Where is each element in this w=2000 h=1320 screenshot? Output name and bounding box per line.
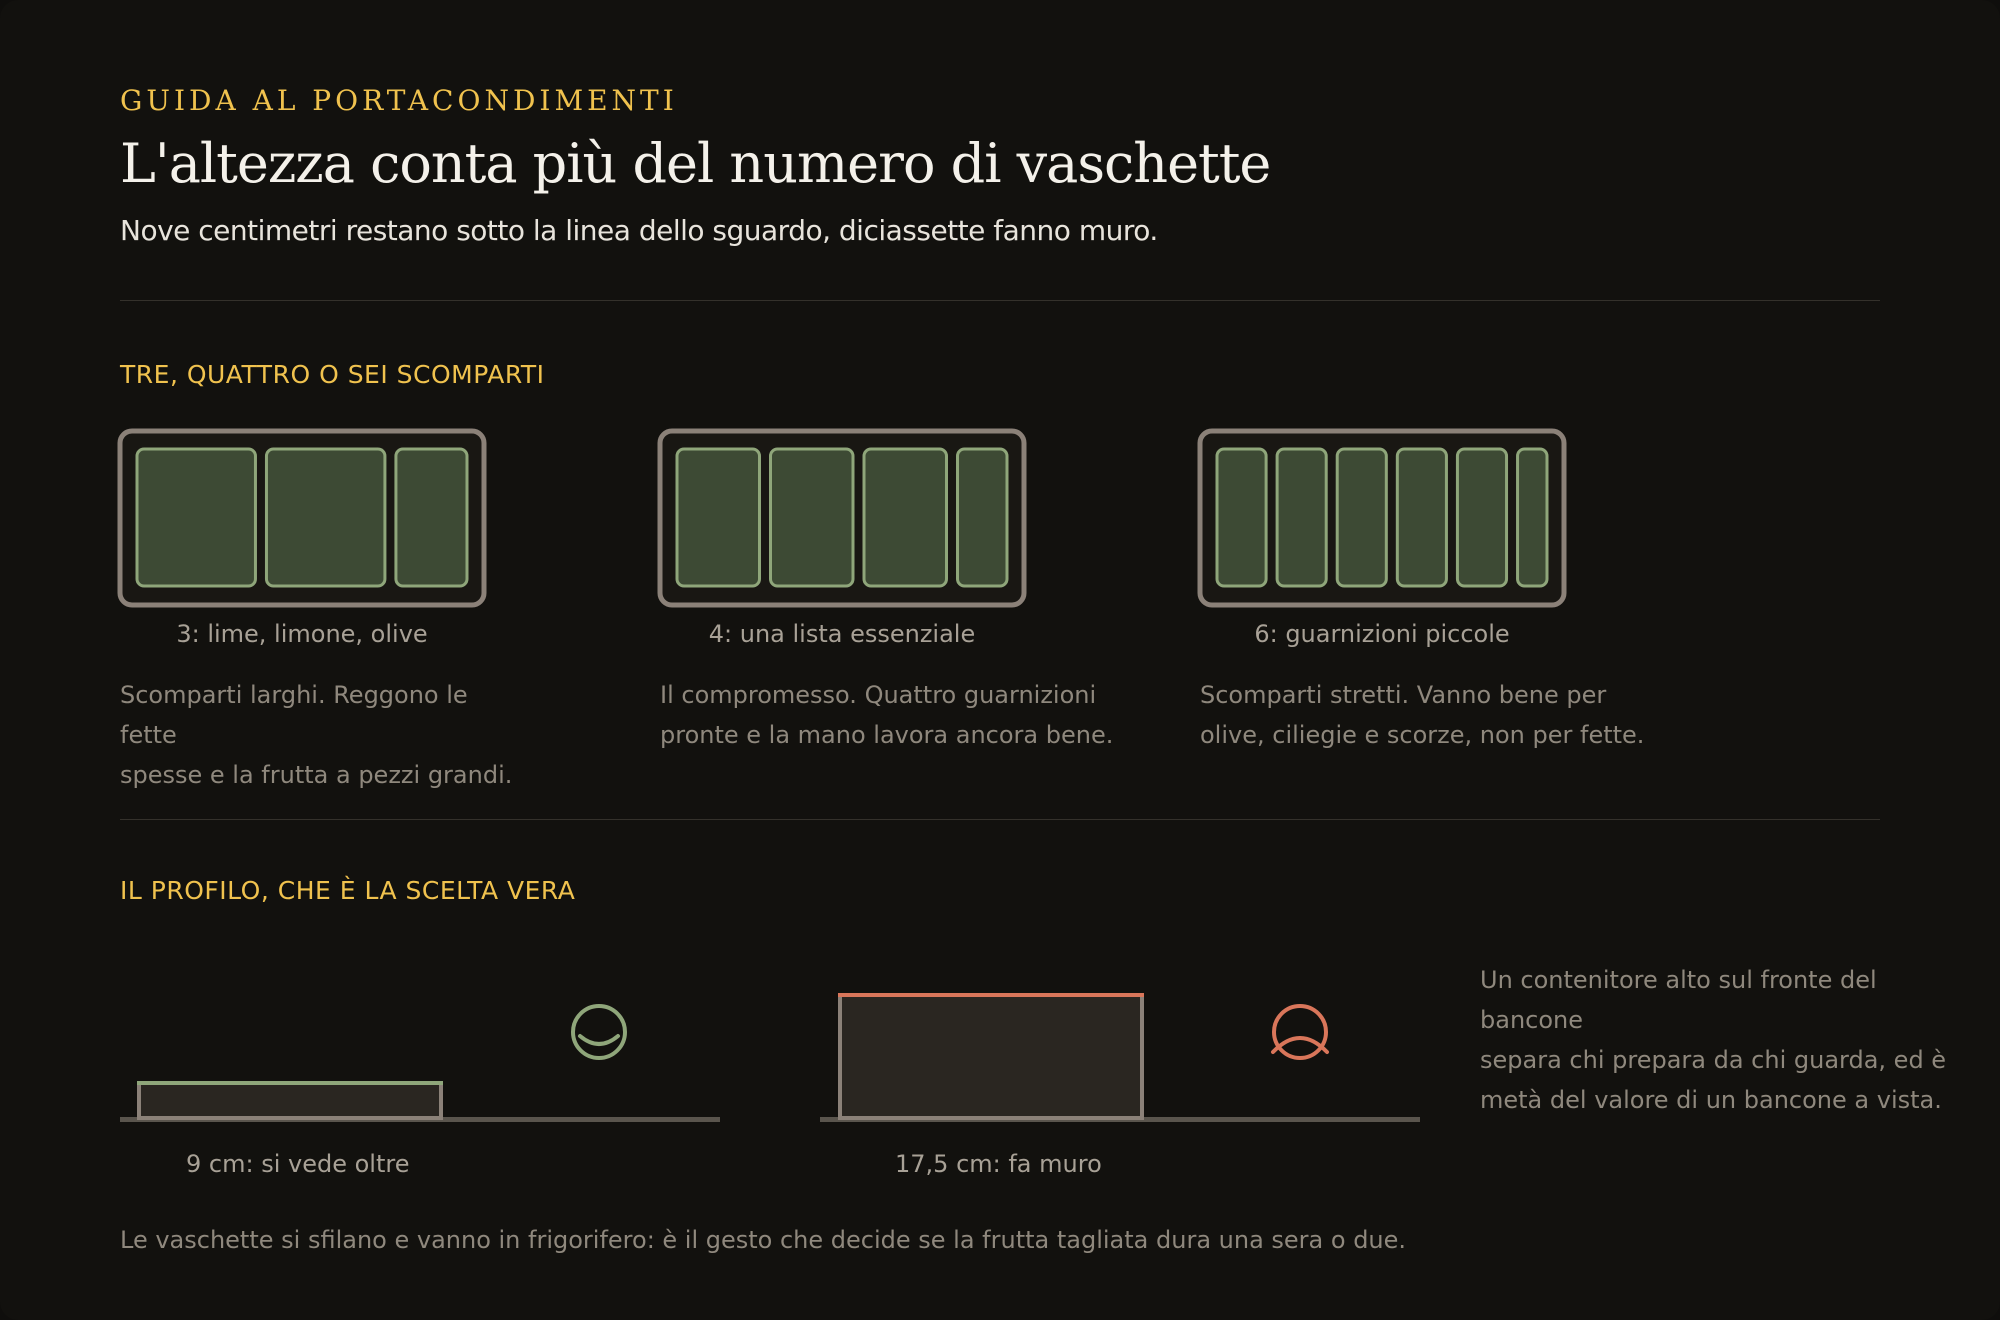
- tray-description-line: Scomparti larghi. Reggono le fette: [120, 681, 468, 749]
- tray-compartment: [137, 449, 255, 586]
- tray-description-line: Scomparti stretti. Vanno bene per: [1200, 681, 1607, 709]
- tray-compartment: [864, 449, 947, 586]
- page-subtitle: Nove centimetri restano sotto la linea dello sguardo, diciassette fanno muro.: [120, 214, 1158, 247]
- tray-compartment: [1277, 449, 1326, 586]
- tray-compartment: [1397, 449, 1446, 586]
- sad-face-icon: [1273, 1006, 1327, 1058]
- tray-diagram-3: [117, 428, 487, 608]
- section-label-compartments: TRE, QUATTRO O SEI SCOMPARTI: [120, 360, 545, 389]
- tray-compartment: [1457, 449, 1506, 586]
- kicker: GUIDA AL PORTACONDIMENTI: [120, 84, 678, 117]
- profile-caption-tall: 17,5 cm: fa muro: [895, 1150, 1102, 1178]
- tray-compartment: [1337, 449, 1386, 586]
- tray-description: [1200, 675, 1644, 755]
- tray-diagram-6: [1197, 428, 1567, 608]
- profile-diagram-tall: [817, 980, 1423, 1130]
- aside-note: [1480, 960, 1980, 1120]
- tray-compartment: [396, 449, 467, 586]
- tray-compartment: [958, 449, 1008, 586]
- footnote: Le vaschette si sfilano e vanno in frigorifero: è il gesto che decide se la frutta tagliata dura una sera o due.: [120, 1226, 1407, 1254]
- tray-caption: 6: guarnizioni piccole: [1254, 620, 1510, 648]
- aside-line: Un contenitore alto sul fronte del bancone: [1480, 966, 1877, 1034]
- divider: [120, 819, 1880, 820]
- tray-compartment: [266, 449, 384, 586]
- tray-compartment: [1217, 449, 1266, 586]
- tray-description-line: olive, ciliegie e scorze, non per fette.: [1200, 721, 1645, 749]
- aside-line: separa chi prepara da chi guarda, ed è: [1480, 1046, 1947, 1074]
- tray-description: [660, 675, 1113, 755]
- tray-compartment: [677, 449, 760, 586]
- section-label-profile: IL PROFILO, CHE È LA SCELTA VERA: [120, 876, 576, 905]
- container-low: [139, 1083, 441, 1118]
- profile-diagram-low: [117, 980, 723, 1130]
- profile-caption-low: 9 cm: si vede oltre: [186, 1150, 410, 1178]
- tray-caption: 4: una lista essenziale: [708, 620, 976, 648]
- tray-description: [120, 675, 517, 795]
- tray-description-line: Il compromesso. Quattro guarnizioni: [660, 681, 1097, 709]
- tray-description-line: spesse e la frutta a pezzi grandi.: [120, 761, 513, 789]
- happy-face-icon: [573, 1006, 625, 1058]
- container-tall: [840, 995, 1142, 1118]
- tray-compartment: [1518, 449, 1547, 586]
- page-title: L'altezza conta più del numero di vaschette: [120, 132, 1271, 195]
- tray-caption: 3: lime, limone, olive: [176, 620, 428, 648]
- tray-diagram-4: [657, 428, 1027, 608]
- tray-compartment: [771, 449, 854, 586]
- aside-line: metà del valore di un bancone a vista.: [1480, 1086, 1942, 1114]
- tray-description-line: pronte e la mano lavora ancora bene.: [660, 721, 1114, 749]
